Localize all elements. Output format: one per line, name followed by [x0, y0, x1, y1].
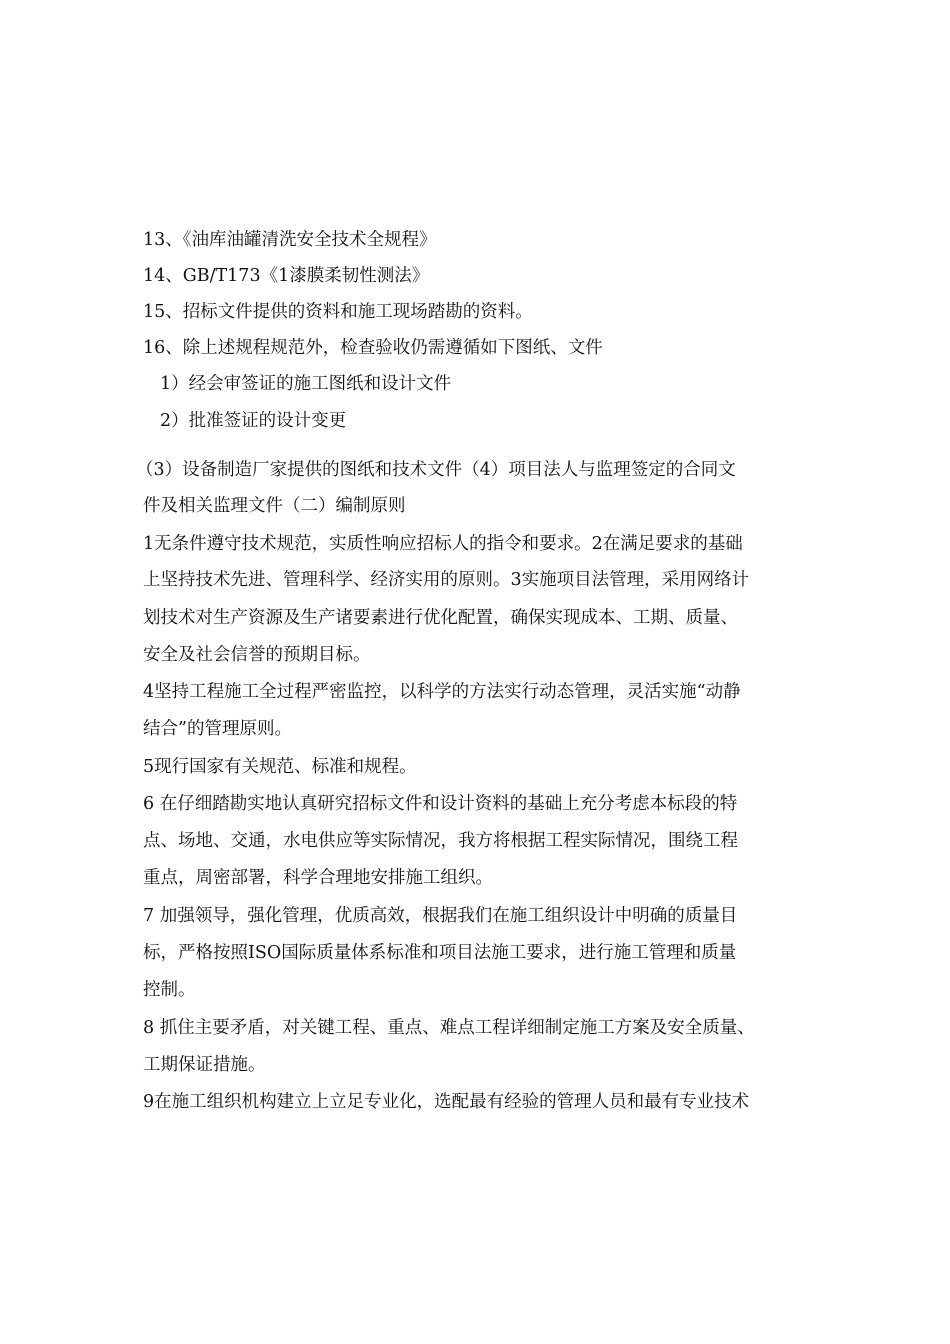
- text-line: 工期保证措施。: [143, 1055, 266, 1075]
- text-line: 件及相关监理文件（二）编制原则: [143, 496, 406, 516]
- text-line: 划技术对生产资源及生产诸要素进行优化配置，确保实现成本、工期、质量、: [143, 608, 738, 628]
- text-line: 1）经会审签证的施工图纸和设计文件: [160, 374, 452, 394]
- text-line: 2）批准签证的设计变更: [160, 411, 347, 431]
- text-line: 结合”的管理原则。: [143, 719, 292, 739]
- text-line: 15、招标文件提供的资料和施工现场踏勘的资料。: [143, 302, 533, 322]
- text-line: 5现行国家有关规范、标准和规程。: [143, 757, 417, 777]
- text-line: 重点，周密部署，科学合理地安排施工组织。: [143, 868, 493, 888]
- text-line: 上坚持技术先进、管理科学、经济实用的原则。3实施项目法管理，采用网络计: [143, 570, 750, 590]
- text-line: 13、《油库油罐清洗安全技术全规程》: [143, 230, 437, 250]
- text-line: 16、除上述规程规范外，检查验收仍需遵循如下图纸、文件: [143, 338, 603, 358]
- text-line: 9在施工组织机构建立上立足专业化，选配最有经验的管理人员和最有专业技术: [143, 1092, 750, 1112]
- text-line: 控制。: [143, 980, 196, 1000]
- text-line: （3）设备制造厂家提供的图纸和技术文件（4）项目法人与监理签定的合同文: [136, 460, 736, 480]
- text-line: 6 在仔细踏勘实地认真研究招标文件和设计资料的基础上充分考虑本标段的特: [143, 794, 738, 814]
- text-line: 4坚持工程施工全过程严密监控，以科学的方法实行动态管理，灵活实施“动静: [143, 682, 741, 702]
- text-line: 标，严格按照ISO国际质量体系标准和项目法施工要求，进行施工管理和质量: [143, 943, 737, 963]
- text-line: 7 加强领导，强化管理，优质高效，根据我们在施工组织设计中明确的质量目: [143, 906, 738, 926]
- text-line: 14、GB/T173《1漆膜柔韧性测法》: [143, 266, 430, 286]
- text-line: 8 抓住主要矛盾，对关键工程、重点、难点工程详细制定施工方案及安全质量、: [143, 1018, 755, 1038]
- text-line: 点、场地、交通，水电供应等实际情况，我方将根据工程实际情况，围绕工程: [143, 831, 738, 851]
- text-line: 安全及社会信誉的预期目标。: [143, 645, 371, 665]
- text-line: 1无条件遵守技术规范，实质性响应招标人的指令和要求。2在满足要求的基础: [143, 534, 743, 554]
